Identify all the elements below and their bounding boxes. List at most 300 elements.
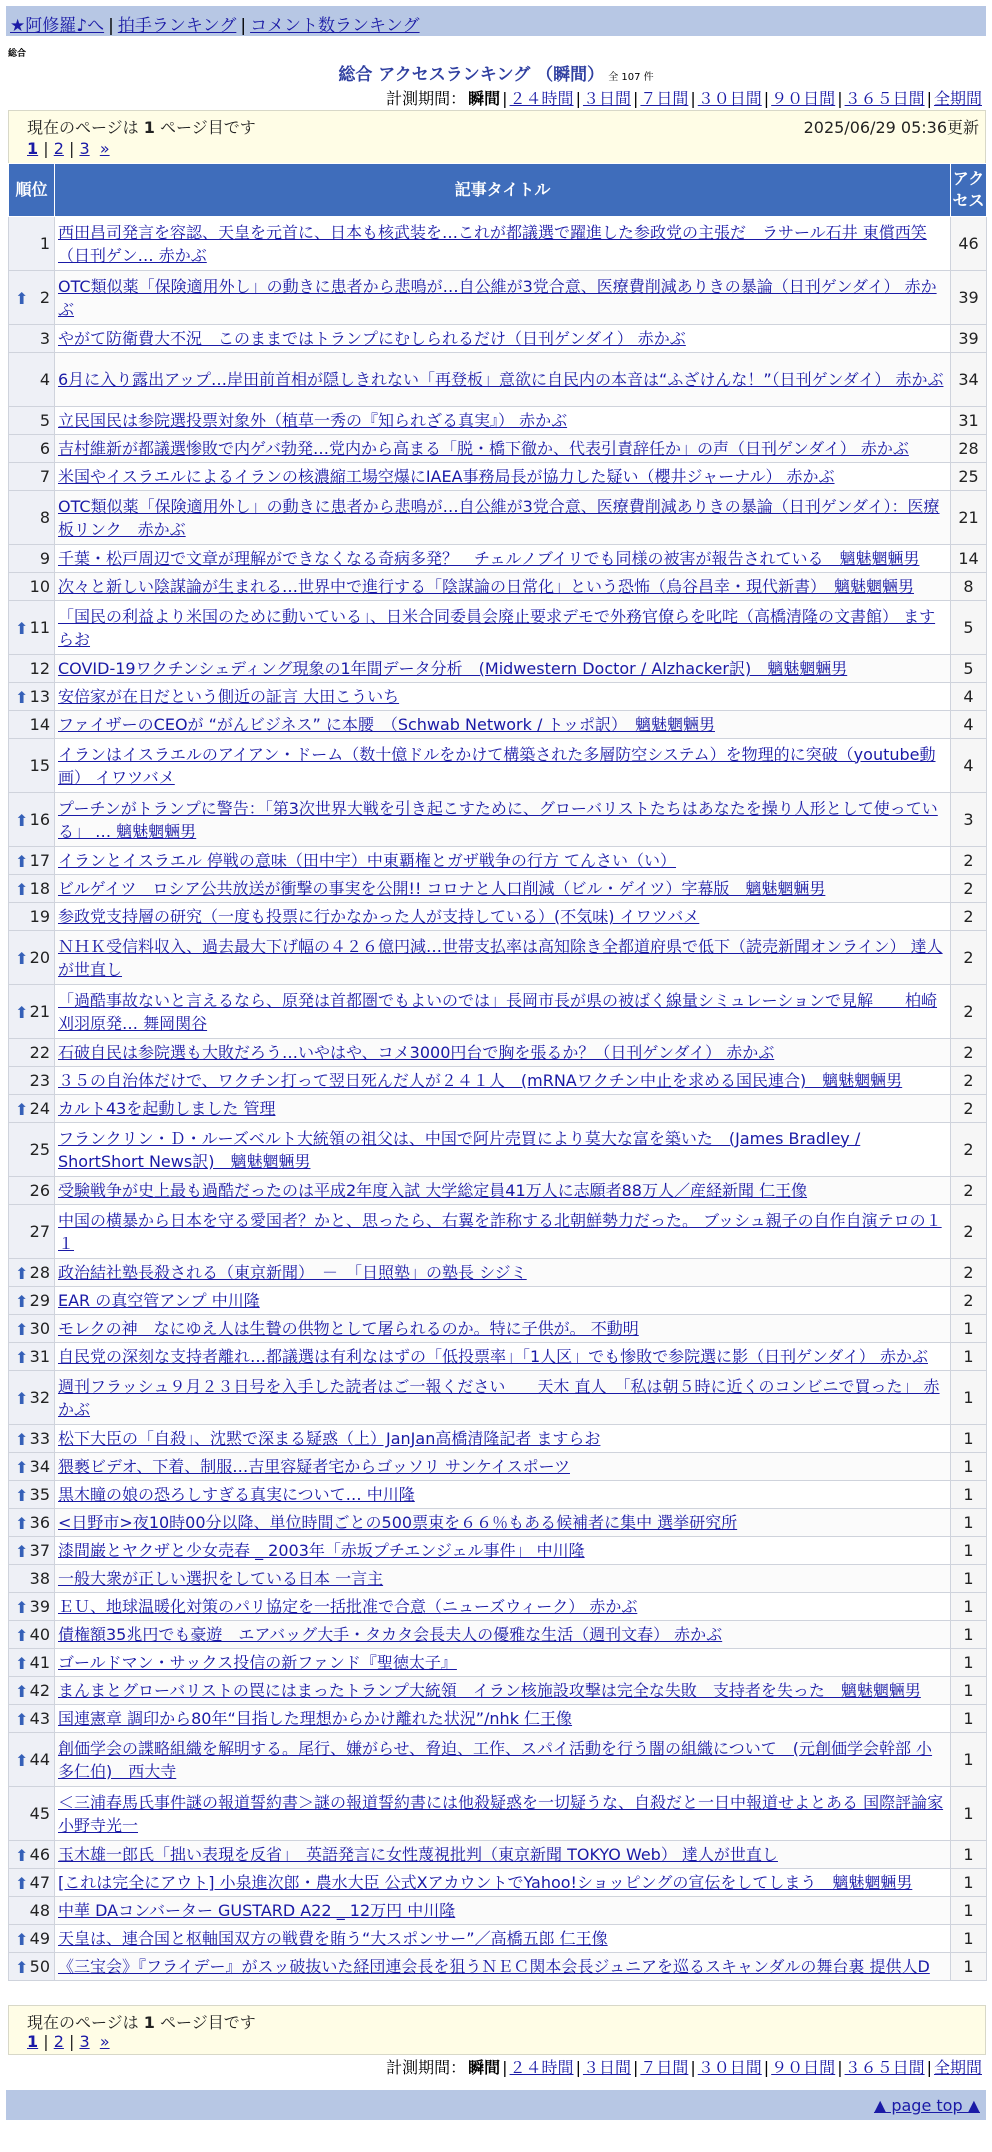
title-cell (55, 1205, 951, 1259)
rank-cell (9, 875, 55, 903)
article-link[interactable]: 天皇は、連合国と枢軸国双方の戦費を賄う“大スポンサー”／高橋五郎 仁王像 (58, 1929, 608, 1948)
title-cell (55, 739, 951, 793)
period-link-90d[interactable]: ９０日間 (771, 89, 836, 108)
article-link[interactable]: 創価学会の諜略組織を解明する。尾行、嫌がらせ、脅迫、工作、スパイ活動を行う闇の組織について (元創価学会幹部 小多仁伯) 西大寺 (58, 1738, 933, 1781)
access-count: 1 (951, 1953, 987, 1981)
rank-number: 32 (29, 1388, 50, 1407)
period-link-7d[interactable]: ７日間 (640, 89, 689, 108)
period-link-3d-bottom[interactable]: ３日間 (582, 2058, 631, 2077)
title-cell (55, 1177, 951, 1205)
up-arrow-icon: ⬆ (15, 1625, 29, 1645)
article-link[interactable]: ファイザーのCEOが “がんビジネス” に本腰 （Schwab Network / トッポ訳） 魑魅魍魎男 (58, 715, 715, 734)
rank-cell (9, 491, 55, 545)
article-link[interactable]: 千葉・松戸周辺で文章が理解ができなくなる奇病多発？ チェルノブイリでも同様の被害が報告されている 魑魅魍魎男 (58, 549, 920, 568)
rank-number: 26 (29, 1181, 50, 1200)
rank-cell (9, 1677, 55, 1705)
page-link-1[interactable]: 1 (27, 139, 39, 158)
article-link[interactable]: やがて防衛費大不況 このままではトランプにむしられるだけ（日刊ゲンダイ） 赤かぶ (58, 329, 686, 348)
rank-number: 48 (29, 1901, 50, 1920)
article-link[interactable]: モレクの神 なにゆえ人は生贄の供物として屠られるのか。特に子供が。 不動明 (58, 1319, 639, 1338)
title-cell (55, 271, 951, 325)
article-link[interactable]: 参政党支持層の研究（一度も投票に行かなかった人が支持している）(不気味) イワツバメ (58, 907, 700, 926)
access-count: 5 (951, 655, 987, 683)
article-link[interactable]: 吉村維新が都議選惨敗で内ゲバ勃発…党内から高まる「脱・橋下徹か、代表引責辞任か」の声（日刊ゲンダイ） 赤かぶ (58, 439, 909, 458)
rank-number: 28 (29, 1263, 50, 1282)
rank-cell (9, 847, 55, 875)
rank-cell (9, 463, 55, 491)
title-cell (55, 601, 951, 655)
separator: | (240, 16, 247, 36)
page-link-1-bottom[interactable]: 1 (27, 2032, 39, 2051)
title-cell (55, 1453, 951, 1481)
article-link[interactable]: 黒木瞳の娘の恐ろしすぎる真実について… 中川隆 (58, 1485, 415, 1504)
title-cell (55, 217, 951, 271)
rank-number: 40 (29, 1625, 50, 1644)
table-row (9, 655, 987, 683)
table-row (9, 1371, 987, 1425)
title-cell (55, 985, 951, 1039)
rank-cell (9, 739, 55, 793)
article-link[interactable]: フランクリン・Ｄ・ルーズベルト大統領の祖父は、中国で阿片売買により莫大な富を築いた (James Bradley / ShortShort News訳) 魑魅魍魎男 (58, 1128, 861, 1171)
period-link-90d-bottom[interactable]: ９０日間 (771, 2058, 836, 2077)
rank-number: 39 (29, 1597, 50, 1616)
article-link[interactable]: 週刊フラッシュ９月２３日号を入手した読者はご一報ください 天木 直人 「私は朝５時に近くのコンビニで買った」 赤かぶ (58, 1376, 940, 1419)
article-link[interactable]: 漆間巌とヤクザと少女売春 _ 2003年「赤坂プチエンジェル事件」 中川隆 (58, 1541, 585, 1560)
table-row (9, 1259, 987, 1287)
access-count: 34 (951, 353, 987, 407)
title-cell (55, 875, 951, 903)
page-title (0, 60, 992, 85)
rank-cell (9, 325, 55, 353)
access-count: 2 (951, 1067, 987, 1095)
table-row (9, 1537, 987, 1565)
title-cell (55, 325, 951, 353)
article-link[interactable]: イランとイスラエル 停戦の意味（田中宇）中東覇権とガザ戦争の行方 てんさい（い） (58, 851, 677, 870)
rank-number: 43 (29, 1709, 50, 1728)
rank-cell (9, 1869, 55, 1897)
rank-number: 42 (29, 1681, 50, 1700)
rank-cell (9, 353, 55, 407)
access-count: 1 (951, 1371, 987, 1425)
page-top-link[interactable]: ▲ page top ▲ (873, 2096, 980, 2115)
article-link[interactable]: 債権額35兆円でも豪遊 エアバッグ大手・タカタ会長夫人の優雅な生活（週刊文春） 赤かぶ (58, 1625, 723, 1644)
up-arrow-icon: ⬆ (15, 851, 29, 871)
access-count: 1 (951, 1787, 987, 1841)
article-link[interactable]: COVID-19ワクチンシェディング現象の1年間データ分析 (Midwestern Doctor / Alzhacker訳) 魑魅魍魎男 (58, 659, 848, 678)
period-link-7d-bottom[interactable]: ７日間 (640, 2058, 689, 2077)
rank-cell (9, 793, 55, 847)
up-arrow-icon: ⬆ (15, 1597, 29, 1617)
article-link[interactable]: ３５の自治体だけで、ワクチン打って翌日死んだ人が２４１人 (mRNAワクチン中止を求める国民連合) 魑魅魍魎男 (58, 1071, 903, 1090)
article-link[interactable]: 石破自民は参院選も大敗だろう…いやはや、コメ3000円台で胸を張るか？（日刊ゲンダイ） 赤かぶ (58, 1043, 775, 1062)
article-link[interactable]: 玉木雄一郎氏「拙い表現を反省」 英語発言に女性蔑視批判（東京新聞 TOKYO Web） 達人が世直し (58, 1845, 778, 1864)
rank-number: 34 (29, 1457, 50, 1476)
rank-number: 3 (39, 329, 50, 348)
rank-number: 27 (29, 1222, 50, 1241)
title-cell (55, 1897, 951, 1925)
rank-cell (9, 1621, 55, 1649)
page-status (27, 115, 256, 138)
article-link[interactable]: プーチンがトランプに警告：「第3次世界大戦を引き起こすために、グローバリストたちはあなたを操り人形として使っている」 … 魑魅魍魎男 (58, 798, 938, 841)
article-link[interactable]: [これは完全にアウト] 小泉進次郎・農水大臣 公式XアカウントでYahoo!ショッピングの宣伝をしてしまう 魑魅魍魎男 (58, 1873, 913, 1892)
up-arrow-icon: ⬆ (15, 288, 29, 308)
rank-number: 12 (29, 659, 50, 678)
rank-number: 19 (29, 907, 50, 926)
clap-ranking-link[interactable]: 拍手ランキング (117, 16, 237, 36)
pagination-bottom: 1 | 2 | 3 » (27, 2032, 110, 2051)
up-arrow-icon: ⬆ (15, 1099, 29, 1119)
article-link[interactable]: 猥褻ビデオ、下着、制服…吉里容疑者宅からゴッソリ サンケイスポーツ (58, 1457, 570, 1476)
article-link[interactable]: 自民党の深刻な支持者離れ…都議選は有利なはずの「低投票率」「1人区」でも惨敗で参院選に影（日刊ゲンダイ） 赤かぶ (58, 1347, 928, 1366)
period-link-365d-bottom[interactable]: ３６５日間 (844, 2058, 925, 2077)
table-row (9, 1733, 987, 1787)
article-link[interactable]: <日野市>夜10時00分以降、単位時間ごとの500票束を６６％もある候補者に集中 選挙研究所 (58, 1513, 738, 1532)
title-cell (55, 793, 951, 847)
table-row (9, 931, 987, 985)
article-link[interactable]: ＜三浦春馬氏事件謎の報道誓約書＞謎の報道誓約書には他殺疑惑を一切疑うな、自殺だと一日中報道せよとある 国際評論家小野寺光一 (58, 1792, 944, 1835)
title-cell (55, 931, 951, 985)
table-row (9, 407, 987, 435)
period-link-all-bottom[interactable]: 全期間 (933, 2058, 982, 2077)
up-arrow-icon: ⬆ (15, 1541, 29, 1561)
article-link[interactable]: カルト43を起動しました 管理 (58, 1099, 276, 1118)
access-count: 2 (951, 1039, 987, 1067)
up-arrow-icon: ⬆ (15, 1957, 29, 1977)
table-row (9, 353, 987, 407)
col-title-header: 記事タイトル (55, 164, 951, 217)
table-row (9, 1067, 987, 1095)
col-rank-header: 順位 (9, 164, 55, 217)
rank-cell (9, 545, 55, 573)
access-count: 3 (951, 793, 987, 847)
up-arrow-icon: ⬆ (15, 1929, 29, 1949)
title-cell (55, 545, 951, 573)
period-link-30d[interactable]: ３０日間 (697, 89, 762, 108)
article-link[interactable]: 次々と新しい陰謀論が生まれる…世界中で進行する「陰謀論の日常化」という恐怖（烏谷昌幸・現代新書） 魑魅魍魎男 (58, 577, 915, 596)
article-link[interactable]: 松下大臣の「自殺」、沈黙で深まる疑惑（上）JanJan高橋清隆記者 ますらお (58, 1429, 601, 1448)
table-row (9, 491, 987, 545)
article-link[interactable]: OTC類似薬「保険適用外し」の動きに患者から悲鳴が…自公維が3党合意、医療費削減ありきの暴論（日刊ゲンダイ） 赤かぶ (58, 276, 937, 319)
access-count: 1 (951, 1705, 987, 1733)
next-page-link[interactable]: » (99, 139, 110, 158)
up-arrow-icon: ⬆ (15, 879, 29, 899)
separator: | (108, 16, 114, 36)
table-row (9, 217, 987, 271)
rank-cell (9, 1649, 55, 1677)
title-cell (55, 435, 951, 463)
current-page-number: 1 (143, 118, 155, 137)
rank-cell (9, 1787, 55, 1841)
article-link[interactable]: 政治結社塾長殺される（東京新聞） － 「日照塾」の塾長 シジミ (58, 1263, 527, 1282)
rank-number: 5 (39, 411, 50, 430)
rank-number: 21 (29, 1002, 50, 1021)
article-link[interactable]: 《三宝会》『フライデー』がスッ破抜いた経団連会長を狙うＮＥＣ関本会長ジュニアを巡るスキャンダルの舞台裏 提供人D (58, 1957, 930, 1976)
table-row (9, 875, 987, 903)
table-row (9, 1925, 987, 1953)
title-cell (55, 1649, 951, 1677)
period-link-30d-bottom[interactable]: ３０日間 (697, 2058, 762, 2077)
page-title-text: 総合 アクセスランキング （瞬間） (338, 65, 605, 85)
title-cell (55, 655, 951, 683)
period-current-bottom: 瞬間 (468, 2058, 501, 2077)
access-count: 1 (951, 1925, 987, 1953)
rank-number: 33 (29, 1429, 50, 1448)
access-count: 2 (951, 1259, 987, 1287)
page-status-post: ページ目です (160, 118, 256, 137)
top-nav-bar (6, 6, 986, 36)
rank-cell (9, 1259, 55, 1287)
rank-number: 9 (39, 549, 50, 568)
table-row (9, 325, 987, 353)
rank-cell (9, 1705, 55, 1733)
rank-number: 17 (29, 851, 50, 870)
title-cell (55, 1869, 951, 1897)
period-label: 計測期間： (386, 89, 467, 108)
title-cell (55, 1733, 951, 1787)
rank-cell (9, 1953, 55, 1981)
rank-cell (9, 1925, 55, 1953)
title-cell (55, 1039, 951, 1067)
title-cell (55, 1841, 951, 1869)
rank-cell (9, 1343, 55, 1371)
article-link[interactable]: 一般大衆が正しい選択をしている日本 一言主 (58, 1569, 384, 1588)
rank-cell (9, 683, 55, 711)
access-count: 2 (951, 1095, 987, 1123)
rank-cell (9, 903, 55, 931)
title-cell (55, 1315, 951, 1343)
access-count: 14 (951, 545, 987, 573)
rank-number: 24 (29, 1099, 50, 1118)
access-count: 31 (951, 407, 987, 435)
period-link-24h[interactable]: ２４時間 (509, 89, 574, 108)
rank-number: 29 (29, 1291, 50, 1310)
table-row (9, 573, 987, 601)
article-link[interactable]: 受験戦争が史上最も過酷だったのは平成2年度入試 大学総定員41万人に志願者88万人／産経新聞 仁王像 (58, 1181, 808, 1200)
access-count: 1 (951, 1621, 987, 1649)
title-cell (55, 683, 951, 711)
title-cell (55, 463, 951, 491)
title-cell (55, 353, 951, 407)
table-row (9, 739, 987, 793)
article-link[interactable]: 立民国民は参院選投票対象外（植草一秀の『知られざる真実』） 赤かぶ (58, 411, 568, 430)
rank-cell (9, 1537, 55, 1565)
access-count: 2 (951, 847, 987, 875)
rank-cell (9, 601, 55, 655)
next-page-link-bottom[interactable]: » (99, 2032, 110, 2051)
up-arrow-icon: ⬆ (15, 948, 29, 968)
article-link[interactable]: ＮＨＫ受信料収入、過去最大下げ幅の４２６億円減…世帯支払率は高知除き全都道府県で低下（読売新聞オンライン） 達人が世直し (58, 936, 943, 979)
rank-cell (9, 435, 55, 463)
rank-cell (9, 271, 55, 325)
period-selector-bottom: 計測期間： 瞬間 | ２４時間 | ３日間 | ７日間 | ３０日間 | ９０日間 | ３６５日間 | 全期間 (386, 2058, 982, 2077)
access-count: 4 (951, 683, 987, 711)
rank-number: 18 (29, 879, 50, 898)
rank-cell (9, 1067, 55, 1095)
rank-number: 45 (29, 1804, 50, 1823)
rank-number: 37 (29, 1541, 50, 1560)
table-row (9, 1649, 987, 1677)
access-count: 2 (951, 903, 987, 931)
article-link[interactable]: 国連憲章 調印から80年“目指した理想からかけ離れた状況”/nhk 仁王像 (58, 1709, 573, 1728)
article-link[interactable]: イランはイスラエルのアイアン・ドーム（数十億ドルをかけて構築された多層防空システム）を物理的に突破（youtube動画） イワツバメ (58, 744, 936, 787)
title-cell (55, 1565, 951, 1593)
rank-cell (9, 1287, 55, 1315)
pagination: 1 | 2 | 3 » (27, 139, 110, 158)
current-page-number-bottom: 1 (143, 2013, 155, 2032)
page-link-2[interactable]: 2 (53, 139, 64, 158)
table-row (9, 1039, 987, 1067)
article-link[interactable]: 西田昌司発言を容認、天皇を元首に、日本も核武装を…これが都議選で躍進した参政党の主張だ ラサール石井 東償西笑（日刊ゲン… 赤かぶ (58, 222, 927, 265)
article-link[interactable]: ＥＵ、地球温暖化対策のパリ協定を一括批准で合意（ニューズウィーク） 赤かぶ (58, 1597, 638, 1616)
title-cell (55, 1509, 951, 1537)
access-count: 1 (951, 1677, 987, 1705)
rank-number: 47 (29, 1873, 50, 1892)
title-cell (55, 1123, 951, 1177)
article-link[interactable]: EAR の真空管アンプ 中川隆 (58, 1291, 260, 1310)
ranking-table (8, 163, 987, 1981)
table-row (9, 1565, 987, 1593)
table-row (9, 601, 987, 655)
rank-number: 30 (29, 1319, 50, 1338)
up-arrow-icon: ⬆ (15, 1429, 29, 1449)
article-link[interactable]: 安倍家が在日だという側近の証言 大田こういち (58, 687, 400, 706)
table-row (9, 1287, 987, 1315)
rank-cell (9, 1123, 55, 1177)
period-link-365d[interactable]: ３６５日間 (844, 89, 925, 108)
rank-number: 25 (29, 1140, 50, 1159)
period-selector-top: 計測期間： 瞬間 | ２４時間 | ３日間 | ７日間 | ３０日間 | ９０日間 | ３６５日間 | 全期間 (386, 89, 982, 108)
article-link[interactable]: まんまとグローバリストの罠にはまったトランプ大統領 イラン核施設攻撃は完全な失敗 支持者を失った 魑魅魍魎男 (58, 1681, 921, 1700)
rank-number: 22 (29, 1043, 50, 1062)
total-count: 全 107 件 (608, 72, 654, 83)
table-row (9, 1177, 987, 1205)
access-count: 39 (951, 271, 987, 325)
table-row (9, 545, 987, 573)
rank-number: 6 (39, 439, 50, 458)
table-row (9, 1621, 987, 1649)
title-cell (55, 1067, 951, 1095)
title-cell (55, 711, 951, 739)
home-link[interactable]: ★阿修羅♪へ (10, 16, 105, 36)
bottom-bar (6, 2090, 986, 2120)
rank-cell (9, 1593, 55, 1621)
period-link-3d[interactable]: ３日間 (582, 89, 631, 108)
comment-ranking-link[interactable]: コメント数ランキング (250, 16, 420, 36)
access-count: 1 (951, 1565, 987, 1593)
title-cell (55, 1287, 951, 1315)
rank-cell (9, 655, 55, 683)
page-link-3[interactable]: 3 (79, 139, 90, 158)
rank-cell (9, 1205, 55, 1259)
page-link-2-bottom[interactable]: 2 (53, 2032, 64, 2051)
up-arrow-icon: ⬆ (15, 1347, 29, 1367)
category-label: 総合 (8, 49, 27, 59)
up-arrow-icon: ⬆ (15, 1750, 29, 1770)
access-count: 1 (951, 1897, 987, 1925)
rank-number: 16 (29, 810, 50, 829)
article-link[interactable]: 中国の横暴から日本を守る愛国者？かと、思ったら、右翼を詐称する北朝鮮勢力だった。 ブッシュ親子の自作自演テロの１１ (58, 1210, 942, 1253)
rank-number: 2 (39, 288, 50, 307)
period-link-all[interactable]: 全期間 (933, 89, 982, 108)
table-row (9, 1953, 987, 1981)
rank-number: 35 (29, 1485, 50, 1504)
rank-number: 46 (29, 1845, 50, 1864)
col-access-header: アクセス (951, 164, 987, 217)
rank-cell (9, 985, 55, 1039)
rank-cell (9, 1095, 55, 1123)
article-link[interactable]: ゴールドマン・サックス投信の新ファンド『聖徳太子』 (58, 1653, 457, 1672)
rank-number: 41 (29, 1653, 50, 1672)
up-arrow-icon: ⬆ (15, 1845, 29, 1865)
title-cell (55, 407, 951, 435)
access-count: 21 (951, 491, 987, 545)
table-row (9, 1869, 987, 1897)
up-arrow-icon: ⬆ (15, 1709, 29, 1729)
period-label-bottom: 計測期間： (386, 2058, 467, 2077)
rank-cell (9, 1565, 55, 1593)
rank-number: 11 (29, 618, 50, 637)
rank-cell (9, 1841, 55, 1869)
table-row (9, 1095, 987, 1123)
access-count: 2 (951, 1287, 987, 1315)
rank-number: 38 (29, 1569, 50, 1588)
access-count: 4 (951, 711, 987, 739)
table-row (9, 463, 987, 491)
period-link-24h-bottom[interactable]: ２４時間 (509, 2058, 574, 2077)
rank-number: 8 (39, 508, 50, 527)
title-cell (55, 1593, 951, 1621)
title-cell (55, 847, 951, 875)
table-row (9, 793, 987, 847)
title-cell (55, 1537, 951, 1565)
table-row (9, 1481, 987, 1509)
access-count: 1 (951, 1509, 987, 1537)
table-row (9, 1677, 987, 1705)
access-count: 1 (951, 1869, 987, 1897)
up-arrow-icon: ⬆ (15, 1002, 29, 1022)
article-link[interactable]: 中華 DAコンバーター GUSTARD A22 _ 12万円 中川隆 (58, 1901, 456, 1920)
period-current: 瞬間 (468, 89, 501, 108)
table-row (9, 435, 987, 463)
rank-number: 44 (29, 1750, 50, 1769)
rank-number: 13 (29, 687, 50, 706)
table-row (9, 847, 987, 875)
table-row (9, 1123, 987, 1177)
table-row (9, 1343, 987, 1371)
page-link-3-bottom[interactable]: 3 (79, 2032, 90, 2051)
table-row (9, 1453, 987, 1481)
access-count: 1 (951, 1453, 987, 1481)
article-link[interactable]: 米国やイスラエルによるイランの核濃縮工場空爆にIAEA事務局長が協力した疑い（櫻井ジャーナル） 赤かぶ (58, 467, 835, 486)
article-link[interactable]: 「過酷事故ないと言えるなら、原発は首都圏でもよいのでは」長岡市長が県の被ばく線量シミュレーションで見解 柏崎刈羽原発… 舞岡関谷 (58, 990, 938, 1033)
rank-cell (9, 1177, 55, 1205)
article-link[interactable]: 6月に入り露出アップ…岸田前首相が隠しきれない「再登板」意欲に自民内の本音は“ふざけんな！”（日刊ゲンダイ） 赤かぶ (58, 370, 944, 389)
rank-cell (9, 573, 55, 601)
pager-box-top (8, 110, 986, 164)
up-arrow-icon: ⬆ (15, 1319, 29, 1339)
ranking-body (9, 217, 987, 1981)
rank-number: 23 (29, 1071, 50, 1090)
article-link[interactable]: 「国民の利益より米国のために動いている」、日米合同委員会廃止要求デモで外務官僚らを叱咤（高橋清隆の文書館） ますらお (58, 606, 936, 649)
table-row (9, 1841, 987, 1869)
rank-number: 31 (29, 1347, 50, 1366)
table-row (9, 985, 987, 1039)
article-link[interactable]: OTC類似薬「保険適用外し」の動きに患者から悲鳴が…自公維が3党合意、医療費削減ありきの暴論（日刊ゲンダイ）：医療板リンク 赤かぶ (58, 496, 940, 539)
access-count: 1 (951, 1481, 987, 1509)
table-row (9, 711, 987, 739)
article-link[interactable]: ビルゲイツ ロシア公共放送が衝撃の事実を公開!! コロナと人口削減（ビル・ゲイツ）字幕版 魑魅魍魎男 (58, 879, 826, 898)
rank-cell (9, 407, 55, 435)
